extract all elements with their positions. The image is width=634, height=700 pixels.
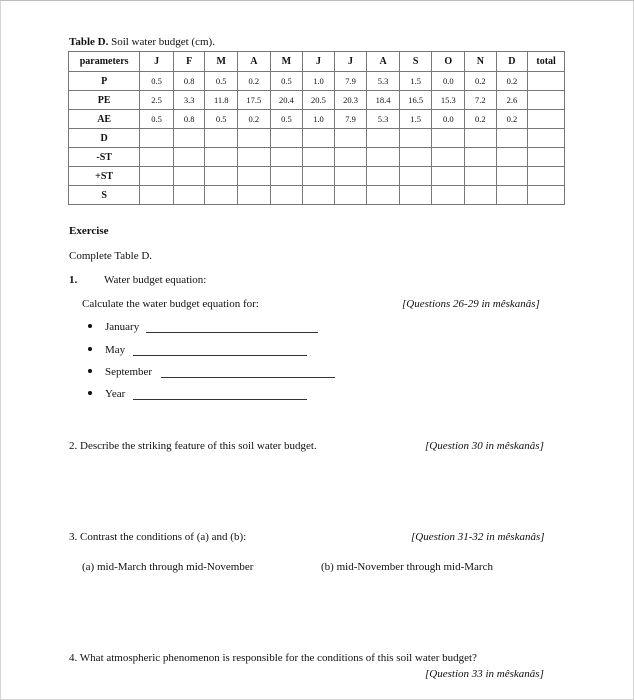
soil-water-budget-table: [68, 51, 565, 205]
answer-line-may[interactable]: [133, 355, 307, 356]
table-cell[interactable]: [465, 148, 497, 167]
table-cell[interactable]: [367, 167, 400, 186]
table-cell[interactable]: [303, 167, 335, 186]
table-cell[interactable]: [173, 148, 205, 167]
table-cell: 0.2: [465, 72, 497, 91]
table-cell[interactable]: [399, 186, 432, 205]
table-cell: 11.8: [205, 91, 238, 110]
table-cell: 16.5: [399, 91, 432, 110]
column-header: O: [432, 52, 465, 72]
table-cell: 1.5: [399, 72, 432, 91]
table-cell: 1.5: [399, 110, 432, 129]
table-cell: 3.3: [173, 91, 205, 110]
table-caption: [69, 36, 215, 48]
table-row: [69, 167, 565, 186]
table-row: [69, 186, 565, 205]
column-header: D: [496, 52, 528, 72]
row-label: PE: [69, 91, 140, 110]
question-3-reference: [Question 31-32 in mêskanâs]: [411, 531, 545, 543]
table-cell: 0.5: [205, 110, 238, 129]
table-cell[interactable]: [303, 129, 335, 148]
table-cell: 20.5: [303, 91, 335, 110]
table-cell[interactable]: [528, 72, 565, 91]
table-cell[interactable]: [528, 110, 565, 129]
table-row: [69, 129, 565, 148]
table-cell[interactable]: [528, 186, 565, 205]
question-3-part-b: (b) mid-November through mid-March: [321, 561, 493, 573]
row-label: P: [69, 72, 140, 91]
table-cell: 0.5: [270, 110, 303, 129]
column-header: M: [270, 52, 303, 72]
question-1-text: Water budget equation:: [104, 274, 207, 286]
table-cell[interactable]: [528, 129, 565, 148]
table-cell[interactable]: [205, 186, 238, 205]
question-4-text: 4. What atmospheric phenomenon is responsible for the conditions of this soil water budget?: [69, 652, 477, 664]
row-label: -ST: [69, 148, 140, 167]
table-row: [69, 91, 565, 110]
table-cell[interactable]: [270, 186, 303, 205]
table-cell[interactable]: [270, 148, 303, 167]
bullet-icon: [88, 391, 92, 395]
table-cell[interactable]: [367, 129, 400, 148]
table-row: [69, 110, 565, 129]
table-cell[interactable]: [465, 129, 497, 148]
bullet-icon: [88, 324, 92, 328]
table-cell[interactable]: [140, 129, 174, 148]
question-2-reference: [Question 30 in mêskanâs]: [425, 440, 544, 452]
row-label: +ST: [69, 167, 140, 186]
table-cell[interactable]: [173, 186, 205, 205]
row-label: D: [69, 129, 140, 148]
table-cell[interactable]: [303, 148, 335, 167]
table-cell[interactable]: [465, 186, 497, 205]
column-header: S: [399, 52, 432, 72]
table-cell: 0.0: [432, 110, 465, 129]
exercise-heading: Exercise: [69, 225, 109, 237]
table-cell[interactable]: [205, 167, 238, 186]
column-header: M: [205, 52, 238, 72]
table-cell[interactable]: [496, 186, 528, 205]
table-cell[interactable]: [528, 148, 565, 167]
table-cell[interactable]: [399, 129, 432, 148]
bullet-icon: [88, 369, 92, 373]
answer-line-september[interactable]: [161, 377, 335, 378]
question-2-text: 2. Describe the striking feature of this soil water budget.: [69, 440, 317, 452]
question-1-number: 1.: [69, 274, 78, 286]
table-cell[interactable]: [205, 148, 238, 167]
table-cell[interactable]: [528, 91, 565, 110]
table-cell[interactable]: [334, 129, 367, 148]
table-cell[interactable]: [496, 129, 528, 148]
row-label: AE: [69, 110, 140, 129]
table-cell: 5.3: [367, 72, 400, 91]
table-cell[interactable]: [528, 167, 565, 186]
table-cell: 7.9: [334, 110, 367, 129]
column-header: A: [367, 52, 400, 72]
item-september-label: September: [105, 366, 153, 378]
table-cell[interactable]: [140, 167, 174, 186]
row-label: S: [69, 186, 140, 205]
table-cell[interactable]: [496, 167, 528, 186]
table-cell: 0.0: [432, 72, 465, 91]
table-cell[interactable]: [173, 129, 205, 148]
table-cell[interactable]: [334, 167, 367, 186]
table-cell: 2.6: [496, 91, 528, 110]
table-cell[interactable]: [173, 167, 205, 186]
table-cell[interactable]: [399, 148, 432, 167]
table-cell: 0.2: [465, 110, 497, 129]
table-cell: 0.2: [238, 110, 271, 129]
top-edge-line: [0, 0, 634, 1]
table-cell: 2.5: [140, 91, 174, 110]
table-cell: 7.2: [465, 91, 497, 110]
column-header: J: [303, 52, 335, 72]
table-caption-text: Soil water budget (cm).: [111, 36, 215, 48]
answer-line-year[interactable]: [133, 399, 307, 400]
table-cell[interactable]: [238, 129, 271, 148]
item-year-label: Year: [105, 388, 126, 400]
question-3-part-a: (a) mid-March through mid-November: [82, 561, 254, 573]
column-header: total: [528, 52, 565, 72]
table-cell[interactable]: [140, 148, 174, 167]
column-header: J: [140, 52, 174, 72]
table-cell[interactable]: [432, 148, 465, 167]
item-january-label: January: [105, 321, 140, 333]
table-cell[interactable]: [270, 167, 303, 186]
table-cell: 0.5: [205, 72, 238, 91]
table-cell: 0.8: [173, 72, 205, 91]
table-cell[interactable]: [432, 167, 465, 186]
instruction-text: Complete Table D.: [69, 250, 153, 262]
question-1-reference: [Questions 26-29 in mêskanâs]: [402, 298, 540, 310]
table-cell[interactable]: [367, 186, 400, 205]
table-cell: 20.4: [270, 91, 303, 110]
item-may-label: May: [105, 344, 126, 356]
table-cell[interactable]: [238, 167, 271, 186]
table-cell: 0.5: [270, 72, 303, 91]
table-cell: 7.9: [334, 72, 367, 91]
table-cell: 0.5: [140, 110, 174, 129]
table-cell: 1.0: [303, 110, 335, 129]
column-header: N: [465, 52, 497, 72]
table-caption-label: Table D.: [69, 36, 109, 48]
table-cell[interactable]: [140, 186, 174, 205]
column-header-parameters: parameters: [69, 52, 140, 72]
table-cell: 15.3: [432, 91, 465, 110]
table-cell: 5.3: [367, 110, 400, 129]
table-cell: 0.2: [496, 72, 528, 91]
table-cell[interactable]: [238, 186, 271, 205]
table-cell[interactable]: [496, 148, 528, 167]
table-header-row: [69, 52, 565, 72]
table-cell: 0.5: [140, 72, 174, 91]
bullet-icon: [88, 347, 92, 351]
table-cell: 1.0: [303, 72, 335, 91]
answer-line-january[interactable]: [146, 332, 318, 333]
table-cell[interactable]: [399, 167, 432, 186]
table-cell[interactable]: [432, 186, 465, 205]
table-cell[interactable]: [205, 129, 238, 148]
table-cell[interactable]: [334, 148, 367, 167]
table-cell: 0.2: [496, 110, 528, 129]
table-row: [69, 148, 565, 167]
table-cell: 0.8: [173, 110, 205, 129]
table-cell[interactable]: [432, 129, 465, 148]
table-cell[interactable]: [465, 167, 497, 186]
table-row: [69, 72, 565, 91]
table-cell: 18.4: [367, 91, 400, 110]
table-cell[interactable]: [334, 186, 367, 205]
table-cell: 20.3: [334, 91, 367, 110]
column-header: A: [238, 52, 271, 72]
question-3-text: 3. Contrast the conditions of (a) and (b):: [69, 531, 247, 543]
question-4-reference: [Question 33 in mêskanâs]: [425, 668, 544, 680]
table-cell[interactable]: [367, 148, 400, 167]
question-1-prompt: Calculate the water budget equation for:: [82, 298, 259, 310]
table-cell[interactable]: [270, 129, 303, 148]
table-cell: 17.5: [238, 91, 271, 110]
table-cell[interactable]: [303, 186, 335, 205]
table-cell[interactable]: [238, 148, 271, 167]
column-header: J: [334, 52, 367, 72]
table-cell: 0.2: [238, 72, 271, 91]
column-header: F: [173, 52, 205, 72]
